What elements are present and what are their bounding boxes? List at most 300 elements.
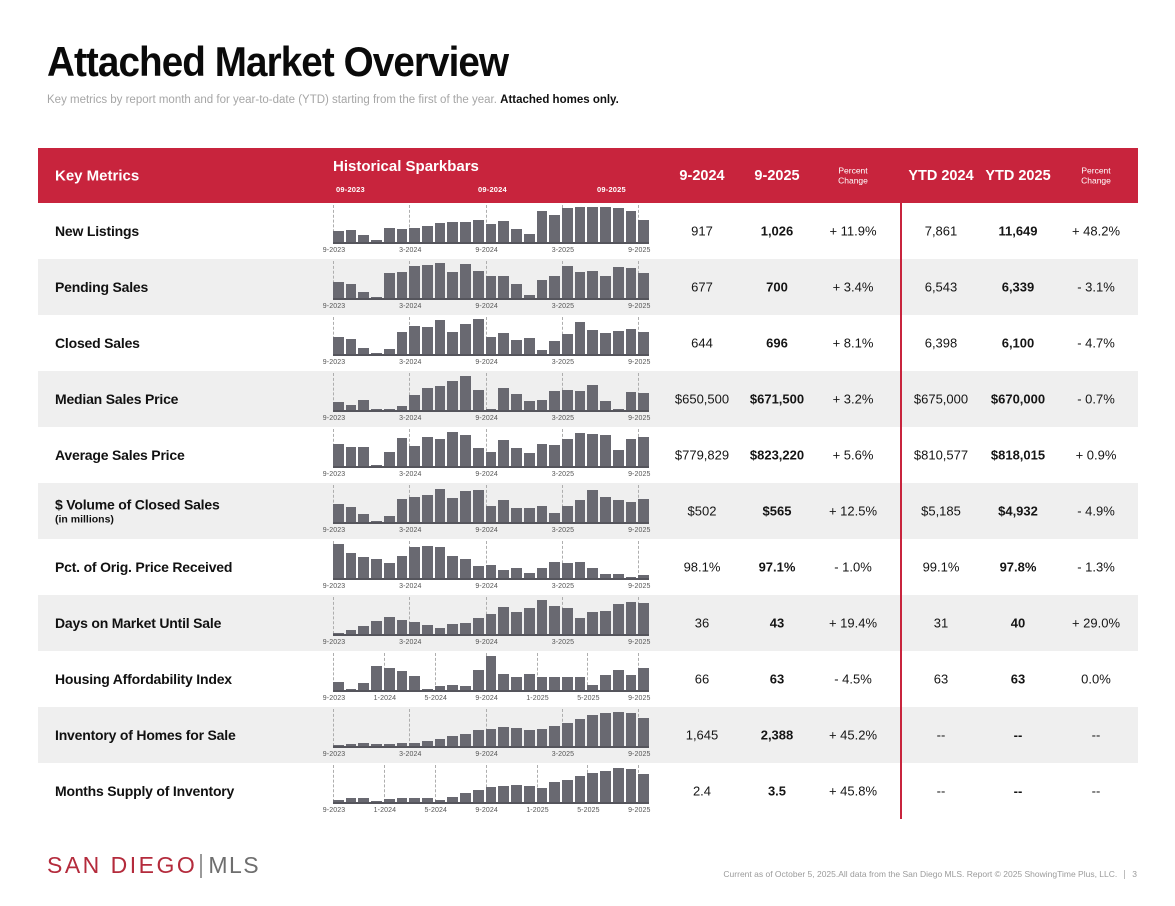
spark-bar xyxy=(333,337,344,354)
spark-bar xyxy=(498,786,509,802)
spark-bar xyxy=(435,439,446,466)
value-month-prev: 644 xyxy=(691,335,713,351)
spark-bar xyxy=(346,447,357,466)
metric-name: Days on Market Until Sale xyxy=(55,615,222,631)
spark-axis-label: 9-2025 xyxy=(628,695,651,702)
value-ytd-pct-change: + 0.9% xyxy=(1075,447,1117,463)
spark-axis-label: 9-2023 xyxy=(322,303,346,310)
value-ytd-prev: 63 xyxy=(933,671,949,687)
header-spark-sublabel: 09-2024 xyxy=(478,185,507,194)
spark-axis-label: 9-2024 xyxy=(475,583,498,590)
spark-bar xyxy=(524,234,535,242)
spark-bar xyxy=(422,625,433,634)
spark-axis-label: 3-2024 xyxy=(399,359,422,366)
sparkbar-chart xyxy=(322,315,651,371)
value-ytd-pct-change: -- xyxy=(1091,727,1101,743)
spark-bar xyxy=(626,211,637,242)
sparkbar-bars xyxy=(333,262,649,298)
spark-bar xyxy=(600,401,611,410)
spark-bar xyxy=(537,506,548,522)
spark-bar xyxy=(460,376,471,410)
spark-bar xyxy=(422,495,433,522)
spark-bar xyxy=(409,266,420,298)
spark-bar xyxy=(562,390,573,410)
spark-bar xyxy=(473,730,484,746)
value-ytd-pct-change: -- xyxy=(1091,783,1101,799)
header-col-ytd-prev: YTD 2024 xyxy=(908,167,974,184)
value-ytd-prev: $675,000 xyxy=(913,391,969,407)
sparkbar-bars xyxy=(333,206,649,242)
spark-bar xyxy=(587,568,598,578)
spark-bar xyxy=(447,498,458,522)
spark-bar xyxy=(549,341,560,354)
value-ytd-curr: 97.8% xyxy=(999,559,1037,575)
spark-bar xyxy=(460,435,471,466)
spark-bar xyxy=(498,674,509,690)
spark-bar xyxy=(473,220,484,242)
spark-bar xyxy=(409,326,420,354)
spark-bar xyxy=(638,273,649,298)
spark-bar xyxy=(562,608,573,634)
spark-bar xyxy=(600,207,611,242)
footer-note-text: Current as of October 5, 2025.All data from the San Diego MLS. Report © 2025 ShowingTime Plus, LLC. xyxy=(723,869,1118,879)
metric-name: Pct. of Orig. Price Received xyxy=(55,559,233,575)
spark-bar xyxy=(613,500,624,522)
sparkbar-bars xyxy=(333,486,649,522)
spark-baseline xyxy=(333,746,649,748)
spark-axis-label: 9-2025 xyxy=(628,247,651,254)
header-spark-sublabel: 09-2025 xyxy=(597,185,626,194)
spark-bar xyxy=(371,666,382,690)
spark-bar xyxy=(358,400,369,410)
spark-axis-label: 9-2024 xyxy=(475,247,498,254)
value-ytd-pct-change: + 48.2% xyxy=(1071,223,1121,239)
value-ytd-prev: -- xyxy=(936,727,946,743)
spark-bar xyxy=(486,337,497,354)
spark-bar xyxy=(549,606,560,634)
spark-baseline xyxy=(333,690,649,692)
spark-bar xyxy=(549,677,560,690)
spark-bar xyxy=(498,276,509,298)
spark-bar xyxy=(600,497,611,522)
metric-label xyxy=(55,671,232,687)
metric-name: $ Volume of Closed Sales xyxy=(55,496,220,513)
table-row xyxy=(38,483,1138,539)
sparkbar-chart xyxy=(322,259,651,315)
spark-axis-label: 3-2024 xyxy=(399,303,422,310)
spark-bar xyxy=(409,622,420,634)
value-ytd-curr: $818,015 xyxy=(990,447,1046,463)
value-ytd-prev: 31 xyxy=(933,615,949,631)
value-month-pct-change: + 5.6% xyxy=(832,447,874,463)
value-month-prev: $779,829 xyxy=(674,447,730,463)
spark-bar xyxy=(435,386,446,410)
spark-bar xyxy=(600,771,611,802)
spark-bar xyxy=(575,272,586,298)
spark-bar xyxy=(435,263,446,298)
spark-bar xyxy=(473,448,484,466)
value-ytd-curr: -- xyxy=(1013,783,1023,799)
spark-baseline xyxy=(333,242,649,244)
spark-bar xyxy=(562,208,573,242)
spark-bar xyxy=(384,273,395,298)
page-title: Attached Market Overview xyxy=(47,38,509,85)
sparkbar-bars xyxy=(333,374,649,410)
spark-bar xyxy=(358,626,369,634)
spark-axis-label: 3-2024 xyxy=(399,471,422,478)
sparkbar-chart xyxy=(322,483,651,539)
spark-axis-label: 9-2024 xyxy=(475,807,498,814)
metric-label xyxy=(55,497,220,526)
spark-bar xyxy=(397,556,408,578)
sparkbar-bars xyxy=(333,318,649,354)
spark-axis-label: 9-2025 xyxy=(628,415,651,422)
header-col-ytd-curr: YTD 2025 xyxy=(985,167,1051,184)
spark-bar xyxy=(524,730,535,746)
header-col-month-curr: 9-2025 xyxy=(754,167,800,184)
spark-bar xyxy=(397,620,408,634)
spark-axis-label: 9-2023 xyxy=(322,359,346,366)
header-key-metrics: Key Metrics xyxy=(55,167,140,184)
spark-bar xyxy=(384,452,395,466)
san-diego-mls-logo xyxy=(47,852,260,879)
spark-bar xyxy=(473,566,484,578)
sparkbar-bars xyxy=(333,542,649,578)
spark-bar xyxy=(511,785,522,802)
table-row xyxy=(38,259,1138,315)
spark-bar xyxy=(498,570,509,578)
spark-bar xyxy=(473,790,484,802)
spark-axis-label: 9-2024 xyxy=(475,415,498,422)
sparkbar-chart xyxy=(322,427,651,483)
spark-axis-label: 3-2024 xyxy=(399,415,422,422)
table-row xyxy=(38,651,1138,707)
spark-bar xyxy=(371,621,382,634)
spark-bar xyxy=(626,439,637,466)
value-ytd-curr: 11,649 xyxy=(998,223,1038,239)
value-ytd-pct-change: - 0.7% xyxy=(1077,391,1115,407)
value-ytd-curr: 63 xyxy=(1010,671,1026,687)
spark-axis-label: 3-2024 xyxy=(399,639,422,646)
value-month-curr: $671,500 xyxy=(749,391,805,407)
spark-bar xyxy=(638,499,649,522)
spark-bar xyxy=(537,211,548,242)
spark-bar xyxy=(473,319,484,354)
spark-bar xyxy=(549,513,560,522)
spark-bar xyxy=(511,394,522,410)
value-ytd-curr: -- xyxy=(1013,727,1023,743)
spark-bar xyxy=(346,284,357,298)
spark-bar xyxy=(613,712,624,746)
spark-axis-label: 5-2024 xyxy=(424,807,447,814)
spark-bar xyxy=(447,736,458,746)
spark-bar xyxy=(562,723,573,746)
spark-bar xyxy=(549,726,560,746)
spark-bar xyxy=(447,332,458,354)
spark-bar xyxy=(409,446,420,466)
spark-axis-label: 9-2025 xyxy=(628,471,651,478)
spark-bar xyxy=(613,604,624,634)
spark-bar xyxy=(460,734,471,746)
value-month-prev: 917 xyxy=(691,223,713,239)
value-ytd-curr: 6,339 xyxy=(1001,279,1035,295)
spark-axis-label: 3-2025 xyxy=(551,583,575,590)
spark-bar xyxy=(524,453,535,466)
value-ytd-pct-change: - 1.3% xyxy=(1077,559,1115,575)
spark-bar xyxy=(575,677,586,690)
spark-axis-label: 9-2024 xyxy=(475,639,498,646)
footer-divider xyxy=(1124,870,1125,879)
spark-bar xyxy=(626,268,637,298)
sparkbar-chart xyxy=(322,203,651,259)
value-month-pct-change: + 12.5% xyxy=(828,503,878,519)
spark-bar xyxy=(600,435,611,466)
spark-bar xyxy=(600,333,611,354)
spark-bar xyxy=(549,445,560,466)
spark-bar xyxy=(587,715,598,746)
value-ytd-prev: $5,185 xyxy=(921,503,961,519)
spark-bar xyxy=(486,452,497,466)
spark-axis-label: 3-2025 xyxy=(551,751,575,758)
value-month-pct-change: - 4.5% xyxy=(834,671,872,687)
spark-bar xyxy=(537,280,548,298)
spark-bar xyxy=(358,235,369,242)
spark-axis-label: 9-2025 xyxy=(628,527,651,534)
spark-axis-label: 5-2025 xyxy=(577,695,600,702)
value-ytd-prev: -- xyxy=(936,783,946,799)
table-row xyxy=(38,315,1138,371)
spark-bar xyxy=(409,395,420,410)
spark-bar xyxy=(587,207,598,242)
spark-axis-label: 3-2025 xyxy=(551,415,575,422)
spark-bar xyxy=(486,787,497,802)
value-month-curr: 43 xyxy=(769,615,785,631)
spark-bar xyxy=(422,437,433,466)
spark-bar xyxy=(600,276,611,298)
spark-bar xyxy=(435,739,446,746)
spark-bar xyxy=(537,729,548,746)
spark-bar xyxy=(575,207,586,242)
spark-axis-label: 9-2024 xyxy=(475,751,498,758)
spark-bar xyxy=(486,656,497,690)
metric-label xyxy=(55,615,221,631)
spark-bar xyxy=(549,562,560,578)
spark-bar xyxy=(460,623,471,634)
spark-bar xyxy=(498,727,509,746)
spark-bar xyxy=(575,776,586,802)
spark-baseline xyxy=(333,578,649,580)
spark-bar xyxy=(384,668,395,690)
spark-axis-label: 9-2024 xyxy=(475,471,498,478)
metric-name: Pending Sales xyxy=(55,279,149,295)
spark-bar xyxy=(486,224,497,242)
spark-bar xyxy=(638,332,649,354)
value-ytd-prev: 7,861 xyxy=(924,223,958,239)
spark-bar xyxy=(358,557,369,578)
spark-axis-label: 9-2024 xyxy=(475,695,498,702)
spark-bar xyxy=(435,320,446,354)
value-ytd-curr: 6,100 xyxy=(1001,335,1035,351)
spark-bar xyxy=(638,774,649,802)
spark-bar xyxy=(397,229,408,242)
spark-bar xyxy=(511,448,522,466)
spark-bar xyxy=(473,618,484,634)
spark-bar xyxy=(473,390,484,410)
metric-subtext: (in millions) xyxy=(55,513,114,526)
spark-axis-label: 1-2024 xyxy=(373,695,397,702)
spark-bar xyxy=(511,284,522,298)
metric-label xyxy=(55,335,140,351)
sparkbar-chart xyxy=(322,763,651,819)
spark-bar xyxy=(600,713,611,746)
spark-bar xyxy=(447,624,458,634)
spark-bar xyxy=(562,677,573,690)
spark-axis-label: 3-2025 xyxy=(551,639,575,646)
spark-axis-label: 9-2025 xyxy=(628,359,651,366)
value-month-curr: 63 xyxy=(769,671,785,687)
page-subtitle xyxy=(47,94,619,106)
spark-bar xyxy=(384,617,395,634)
spark-bar xyxy=(575,618,586,634)
header-spark-sublabel: 09-2023 xyxy=(336,185,365,194)
spark-axis-label: 9-2023 xyxy=(322,695,346,702)
spark-baseline xyxy=(333,802,649,804)
header-sparkbars-title: Historical Sparkbars xyxy=(333,158,479,175)
metrics-table xyxy=(38,148,1138,819)
spark-bar xyxy=(562,334,573,354)
value-month-pct-change: + 3.4% xyxy=(832,279,874,295)
value-month-prev: $650,500 xyxy=(674,391,730,407)
spark-bar xyxy=(575,562,586,578)
table-row xyxy=(38,539,1138,595)
spark-bar xyxy=(460,491,471,522)
metric-label xyxy=(55,447,185,463)
spark-bar xyxy=(587,490,598,522)
page-subtitle-bold: Attached homes only. xyxy=(500,94,619,106)
spark-bar xyxy=(626,713,637,746)
spark-axis-label: 3-2024 xyxy=(399,583,422,590)
spark-bar xyxy=(626,329,637,354)
value-month-curr: 1,026 xyxy=(760,223,794,239)
spark-axis-label: 9-2025 xyxy=(628,583,651,590)
spark-bar xyxy=(460,559,471,578)
spark-bar xyxy=(537,600,548,634)
spark-bar xyxy=(638,220,649,242)
sparkbar-bars xyxy=(333,766,649,802)
spark-axis-label: 9-2023 xyxy=(322,247,346,254)
sparkbar-bars xyxy=(333,654,649,690)
spark-bar xyxy=(524,786,535,802)
spark-bar xyxy=(626,502,637,522)
spark-bar xyxy=(498,607,509,634)
spark-axis-label: 9-2023 xyxy=(322,471,346,478)
spark-bar xyxy=(626,602,637,634)
spark-bar xyxy=(447,381,458,410)
metric-name: Average Sales Price xyxy=(55,447,185,463)
spark-bar xyxy=(486,565,497,578)
sparkbar-chart xyxy=(322,707,651,763)
table-row xyxy=(38,203,1138,259)
spark-bar xyxy=(409,228,420,242)
spark-bar xyxy=(575,433,586,466)
value-ytd-prev: 99.1% xyxy=(922,559,960,575)
spark-axis-label: 9-2025 xyxy=(628,303,651,310)
spark-bar xyxy=(498,333,509,354)
metric-label xyxy=(55,559,232,575)
spark-bar xyxy=(587,271,598,298)
spark-bar xyxy=(638,393,649,410)
value-ytd-curr: $670,000 xyxy=(990,391,1046,407)
spark-bar xyxy=(638,718,649,746)
spark-bar xyxy=(422,226,433,242)
value-month-prev: $502 xyxy=(687,503,717,519)
spark-bar xyxy=(397,438,408,466)
spark-axis-label: 3-2025 xyxy=(551,359,575,366)
spark-bar xyxy=(498,500,509,522)
spark-bar xyxy=(537,444,548,466)
spark-bar xyxy=(511,568,522,578)
header-col-month-prev: 9-2024 xyxy=(679,167,725,184)
spark-bar xyxy=(422,327,433,354)
spark-bar xyxy=(626,392,637,410)
spark-bar xyxy=(613,768,624,802)
spark-bar xyxy=(498,440,509,466)
spark-bar xyxy=(613,208,624,242)
value-month-pct-change: + 8.1% xyxy=(832,335,874,351)
footer-page-number: 3 xyxy=(1132,869,1137,879)
spark-bar xyxy=(333,544,344,578)
spark-bar xyxy=(435,547,446,578)
value-ytd-curr: 40 xyxy=(1010,615,1026,631)
value-ytd-prev: 6,543 xyxy=(924,279,958,295)
spark-bar xyxy=(613,670,624,690)
spark-bar xyxy=(486,729,497,746)
spark-axis-label: 9-2023 xyxy=(322,583,346,590)
spark-bar xyxy=(537,568,548,578)
spark-bar xyxy=(447,222,458,242)
spark-bar xyxy=(460,264,471,298)
spark-bar xyxy=(384,563,395,578)
spark-axis-label: 9-2023 xyxy=(322,751,346,758)
metric-label xyxy=(55,223,139,239)
spark-bar xyxy=(613,331,624,354)
table-row xyxy=(38,595,1138,651)
sparkbar-bars xyxy=(333,430,649,466)
spark-bar xyxy=(473,490,484,522)
spark-bar xyxy=(549,276,560,298)
spark-baseline xyxy=(333,410,649,412)
spark-axis-label: 9-2024 xyxy=(475,303,498,310)
table-row xyxy=(38,371,1138,427)
spark-bar xyxy=(346,507,357,522)
spark-bar xyxy=(358,447,369,466)
spark-axis-label: 9-2025 xyxy=(628,751,651,758)
value-month-curr: $565 xyxy=(762,503,792,519)
spark-bar xyxy=(486,506,497,522)
page-subtitle-text: Key metrics by report month and for year-to-date (YTD) starting from the first of the year. xyxy=(47,94,497,106)
spark-axis-label: 9-2023 xyxy=(322,527,346,534)
spark-bar xyxy=(575,500,586,522)
spark-bar xyxy=(498,388,509,410)
spark-bar xyxy=(435,223,446,242)
spark-axis-label: 9-2024 xyxy=(475,527,498,534)
spark-bar xyxy=(537,677,548,690)
logo-san-diego: SAN DIEGO xyxy=(47,852,198,878)
spark-bar xyxy=(511,340,522,354)
spark-bar xyxy=(549,782,560,802)
spark-bar xyxy=(358,683,369,690)
table-row xyxy=(38,707,1138,763)
